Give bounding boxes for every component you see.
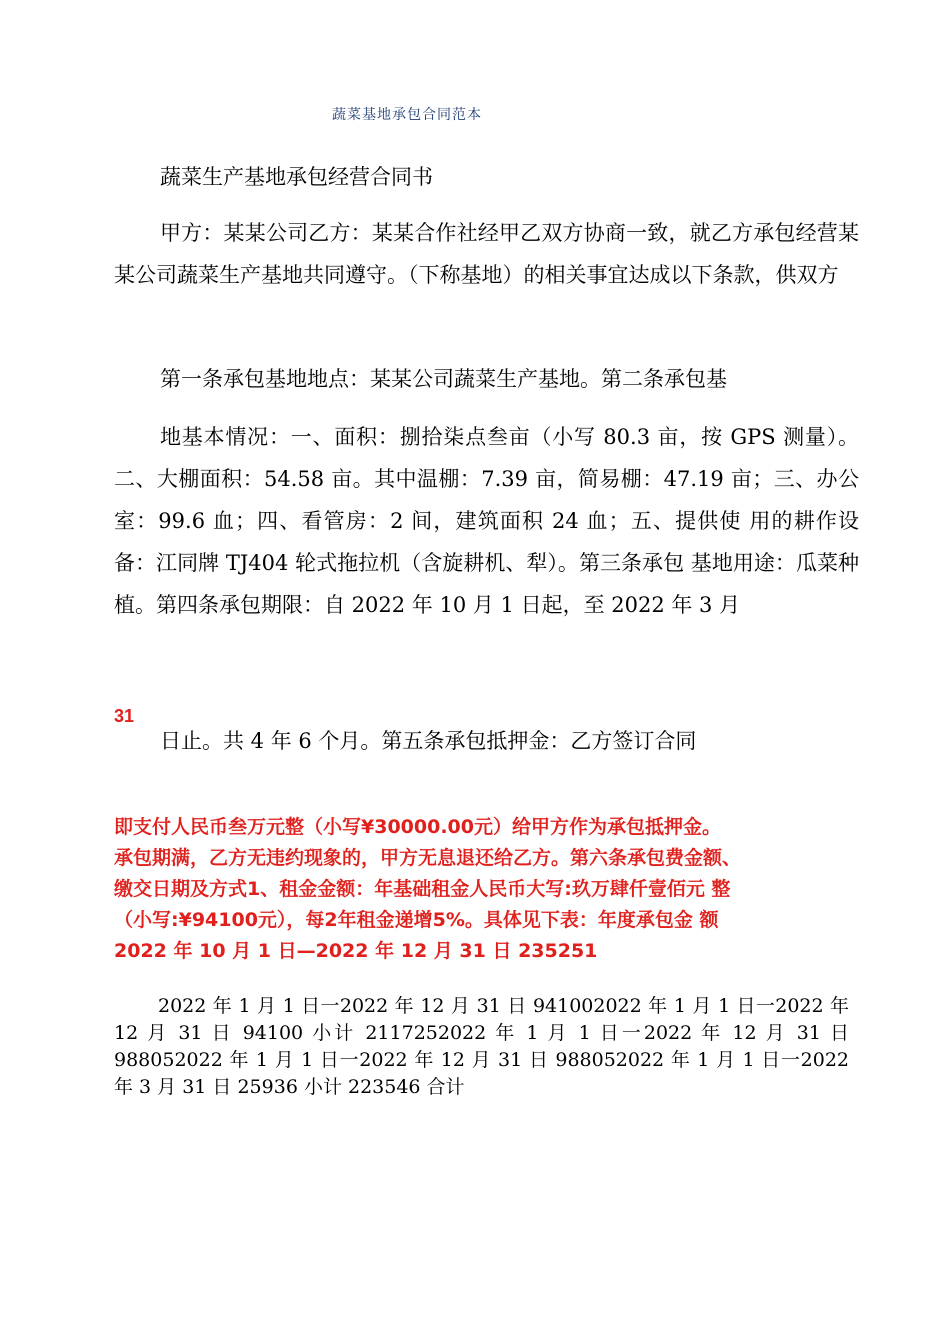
highlighted-line: 承包期满，乙方无违约现象的，甲方无息退还给乙方。第六条承包费金额、	[114, 847, 742, 869]
basic-info-paragraph: 地基本情况：一、面积：捌拾柒点叁亩（小写 80.3 亩，按 GPS 测量）。二、大棚面积：54.58 亩。其中温棚：7.39 亩，简易棚：47.19 亩；三、办公室：99.6 血；四、看管房：2 间，建筑面积 24 血；五、提供使 用的耕作设备：江同牌 TJ404 轮式拖拉机（含旋耕机、犁）。第三条承包 基地用途：瓜菜种植。第四条承包期限：自 2022 年 10 月 1 日起，至 2022 年 3 月	[114, 425, 859, 617]
highlighted-rent-block	[114, 812, 859, 967]
rent-schedule-text: 2022 年 1 月 1 日一2022 年 12 月 31 日 941002022 年 1 月 1 日一2022 年 12 月 31 日 94100 小计 2117252022 年 1 月 1 日一2022 年 12 月 31 日 988052022 年 1 月 1 日一2022 年 12 月 31 日 988052022 年 1 月 1 日一2022 年 3 月 31 日 25936 小计 223546 合计	[114, 995, 849, 1098]
highlighted-line: 即支付人民币叁万元整（小写¥30000.00元）给甲方作为承包抵押金。	[114, 816, 721, 838]
page-number: 31	[114, 706, 135, 726]
highlighted-line: （小写:¥94100元），每2年租金递增5%。具体见下表：年度承包金 额	[114, 909, 719, 931]
article-1-paragraph: 第一条承包基地地点：某某公司蔬菜生产基地。第二条承包基	[160, 367, 727, 391]
page-header-title: 蔬菜基地承包合同范本	[332, 107, 482, 123]
parties-paragraph: 甲方：某某公司乙方：某某合作社经甲乙双方协商一致，就乙方承包经营某某公司蔬菜生产基地共同遵守。（下称基地）的相关事宜达成以下条款，供双方	[114, 221, 859, 287]
term-end-paragraph: 日止。共 4 年 6 个月。第五条承包抵押金：乙方签订合同	[160, 729, 697, 753]
highlighted-line: 缴交日期及方式1、租金金额：年基础租金人民币大写:玖万肆仟壹佰元 整	[114, 878, 731, 900]
contract-title: 蔬菜生产基地承包经营合同书	[160, 165, 433, 189]
highlighted-line: 2022 年 10 月 1 日—2022 年 12 月 31 日 235251	[114, 940, 598, 962]
